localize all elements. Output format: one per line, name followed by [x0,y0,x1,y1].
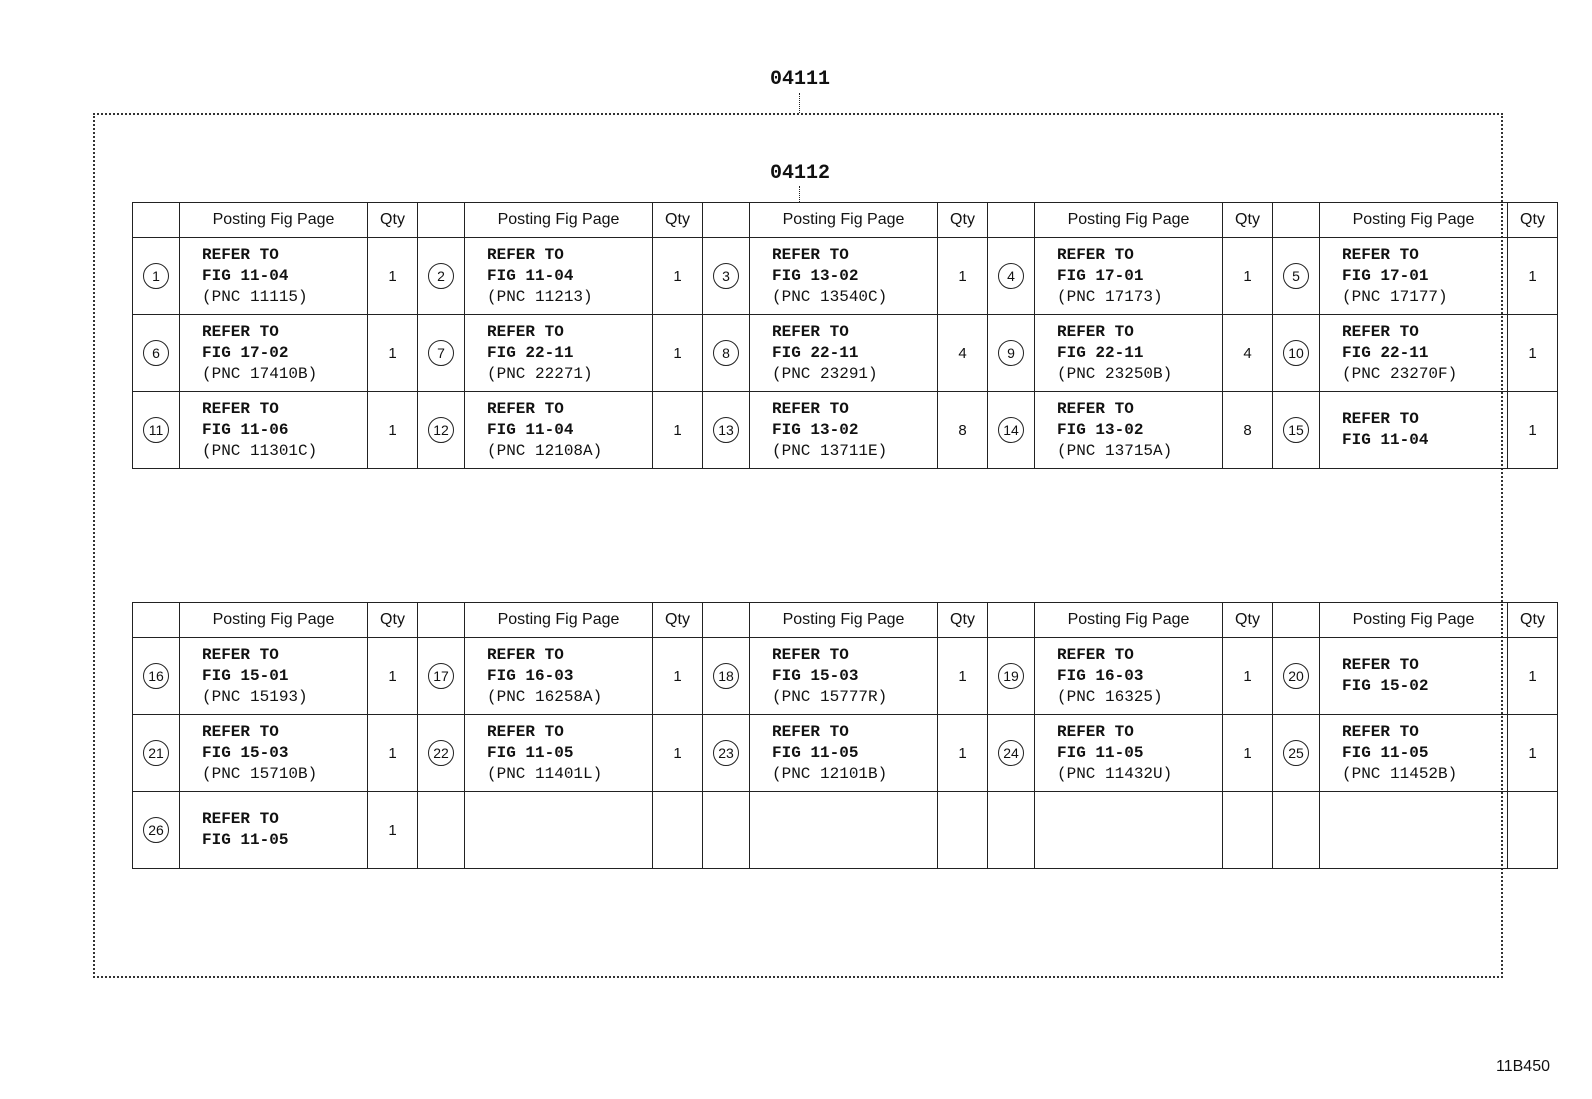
figure-code: 11B450 [1496,1058,1550,1075]
reference-text [1342,245,1507,308]
reference-text [1057,645,1222,708]
header-number-cell [988,203,1035,238]
refer-to-line: REFER TO [772,399,849,418]
header-qty: Qty [1508,203,1558,238]
item-qty: 1 [938,238,988,315]
item-number-circle: 12 [428,417,454,443]
reference-text [202,645,367,708]
header-number-cell [703,203,750,238]
item-qty: 1 [1223,638,1273,715]
item-reference-cell [180,715,368,792]
item-reference-cell [1320,638,1508,715]
parts-row [133,715,1558,792]
item-number-cell [133,638,180,715]
fig-line: FIG 13-02 [772,266,859,285]
header-number-cell [703,603,750,638]
fig-line: FIG 17-01 [1342,266,1429,285]
fig-line: FIG 15-01 [202,666,289,685]
pnc-line: (PNC 23291) [772,364,878,383]
item-qty: 1 [1223,715,1273,792]
reference-text [1342,322,1507,385]
fig-line: FIG 16-03 [487,666,574,685]
item-number-cell [418,715,465,792]
fig-line: FIG 15-03 [202,743,289,762]
header-number-cell [133,603,180,638]
header-posting-fig-page: Posting Fig Page [1035,203,1223,238]
item-qty: 1 [368,315,418,392]
fig-line: FIG 22-11 [1342,343,1429,362]
item-number-cell [703,638,750,715]
item-reference-cell [750,638,938,715]
header-row [133,203,1558,238]
item-qty: 1 [653,715,703,792]
item-reference-cell [750,238,938,315]
item-reference-cell [180,792,368,869]
item-number-cell [418,792,465,869]
item-number-circle: 15 [1283,417,1309,443]
header-posting-fig-page: Posting Fig Page [1320,203,1508,238]
item-number-circle: 20 [1283,663,1309,689]
refer-to-line: REFER TO [487,645,564,664]
header-number-cell [988,603,1035,638]
header-posting-fig-page: Posting Fig Page [750,203,938,238]
parts-row [133,792,1558,869]
header-posting-fig-page: Posting Fig Page [750,603,938,638]
refer-to-line: REFER TO [202,245,279,264]
item-reference-cell [465,638,653,715]
parts-row [133,238,1558,315]
item-number-circle: 24 [998,740,1024,766]
item-qty [653,792,703,869]
item-reference-cell [750,792,938,869]
refer-to-line: REFER TO [1057,399,1134,418]
item-number-cell [133,392,180,469]
refer-to-line: REFER TO [1342,245,1419,264]
item-number-cell [703,315,750,392]
item-reference-cell [750,715,938,792]
item-qty [1508,792,1558,869]
leader-line-main [799,93,800,113]
pnc-line: (PNC 17410B) [202,364,318,383]
fig-line: FIG 22-11 [487,343,574,362]
header-qty: Qty [938,203,988,238]
item-qty: 4 [1223,315,1273,392]
header-posting-fig-page: Posting Fig Page [1320,603,1508,638]
refer-to-line: REFER TO [1342,722,1419,741]
item-number-cell [703,792,750,869]
header-posting-fig-page: Posting Fig Page [180,203,368,238]
assembly-label-04111: 04111 [769,68,830,91]
item-reference-cell [465,715,653,792]
reference-text [487,722,652,785]
item-number-circle: 10 [1283,340,1309,366]
pnc-line: (PNC 15710B) [202,764,318,783]
item-number-cell [988,315,1035,392]
fig-line: FIG 17-01 [1057,266,1144,285]
header-number-cell [1273,203,1320,238]
item-number-cell [703,238,750,315]
item-reference-cell [180,315,368,392]
item-number-cell [988,638,1035,715]
header-posting-fig-page: Posting Fig Page [1035,603,1223,638]
item-number-circle: 19 [998,663,1024,689]
pnc-line: (PNC 11301C) [202,441,318,460]
item-qty: 1 [1508,638,1558,715]
refer-to-line: REFER TO [202,722,279,741]
parts-row [133,392,1558,469]
item-number-cell [418,315,465,392]
fig-line: FIG 15-02 [1342,677,1429,695]
item-qty: 1 [653,638,703,715]
item-number-cell [988,792,1035,869]
refer-to-line: REFER TO [1342,410,1419,428]
item-number-circle: 1 [143,263,169,289]
item-qty: 1 [368,392,418,469]
reference-text [772,322,937,385]
item-number-cell [1273,792,1320,869]
item-number-cell [133,238,180,315]
assembly-label-04112: 04112 [769,162,830,185]
refer-to-line: REFER TO [1342,322,1419,341]
item-qty: 1 [368,792,418,869]
item-number-circle: 16 [143,663,169,689]
refer-to-line: REFER TO [202,810,279,828]
refer-to-line: REFER TO [202,399,279,418]
item-number-cell [703,392,750,469]
item-number-circle: 23 [713,740,739,766]
item-qty: 8 [1223,392,1273,469]
item-number-circle: 5 [1283,263,1309,289]
item-reference-cell [180,392,368,469]
refer-to-line: REFER TO [772,722,849,741]
fig-line: FIG 11-05 [1057,743,1144,762]
item-reference-cell [465,238,653,315]
refer-to-line: REFER TO [1057,245,1134,264]
item-qty: 1 [368,638,418,715]
header-qty: Qty [653,203,703,238]
item-reference-cell [1320,315,1508,392]
refer-to-line: REFER TO [772,245,849,264]
pnc-line: (PNC 11401L) [487,764,603,783]
item-reference-cell [1035,392,1223,469]
header-qty: Qty [368,603,418,638]
pnc-line: (PNC 17177) [1342,287,1448,306]
item-number-circle: 25 [1283,740,1309,766]
refer-to-line: REFER TO [1057,645,1134,664]
reference-text [487,245,652,308]
refer-to-line: REFER TO [1057,322,1134,341]
leader-line-sub [799,186,800,202]
fig-line: FIG 11-04 [487,420,574,439]
item-reference-cell [465,315,653,392]
header-posting-fig-page: Posting Fig Page [465,203,653,238]
item-qty: 1 [368,715,418,792]
pnc-line: (PNC 11115) [202,287,308,306]
item-qty: 1 [1508,315,1558,392]
item-number-cell [988,238,1035,315]
item-number-circle: 13 [713,417,739,443]
item-reference-cell [1035,315,1223,392]
reference-text [202,722,367,785]
pnc-line: (PNC 11213) [487,287,593,306]
item-reference-cell [465,392,653,469]
item-number-cell [988,392,1035,469]
fig-line: FIG 15-03 [772,666,859,685]
refer-to-line: REFER TO [1057,722,1134,741]
header-posting-fig-page: Posting Fig Page [180,603,368,638]
fig-line: FIG 11-06 [202,420,289,439]
header-qty: Qty [938,603,988,638]
item-number-circle: 7 [428,340,454,366]
item-qty: 1 [1508,392,1558,469]
item-qty: 1 [1508,238,1558,315]
fig-line: FIG 17-02 [202,343,289,362]
parts-row [133,638,1558,715]
pnc-line: (PNC 16258A) [487,687,603,706]
item-number-circle: 2 [428,263,454,289]
parts-table-upper [132,202,1558,469]
item-number-circle: 9 [998,340,1024,366]
item-qty: 1 [938,638,988,715]
item-qty: 1 [653,392,703,469]
item-number-cell [133,792,180,869]
item-qty: 1 [653,315,703,392]
item-number-cell [418,392,465,469]
header-number-cell [418,203,465,238]
header-row [133,603,1558,638]
pnc-line: (PNC 16325) [1057,687,1163,706]
pnc-line: (PNC 23250B) [1057,364,1173,383]
reference-text [1342,722,1507,785]
fig-line: FIG 11-04 [487,266,574,285]
item-qty: 1 [938,715,988,792]
item-number-circle: 26 [143,817,169,843]
item-reference-cell [1320,715,1508,792]
fig-line: FIG 13-02 [1057,420,1144,439]
item-number-circle: 21 [143,740,169,766]
item-reference-cell [1320,392,1508,469]
item-reference-cell [750,315,938,392]
item-reference-cell [180,238,368,315]
item-number-cell [418,638,465,715]
item-number-cell [703,715,750,792]
fig-line: FIG 13-02 [772,420,859,439]
pnc-line: (PNC 22271) [487,364,593,383]
refer-to-line: REFER TO [202,645,279,664]
reference-text [1342,409,1507,451]
item-number-cell [1273,638,1320,715]
item-reference-cell [180,638,368,715]
parts-row [133,315,1558,392]
item-reference-cell [1035,638,1223,715]
item-number-circle: 8 [713,340,739,366]
item-reference-cell [1320,792,1508,869]
fig-line: FIG 22-11 [1057,343,1144,362]
item-reference-cell [1035,792,1223,869]
pnc-line: (PNC 11432U) [1057,764,1173,783]
parts-table-lower [132,602,1558,869]
item-qty: 1 [1508,715,1558,792]
item-qty: 1 [368,238,418,315]
pnc-line: (PNC 13715A) [1057,441,1173,460]
item-qty: 8 [938,392,988,469]
pnc-line: (PNC 15777R) [772,687,888,706]
refer-to-line: REFER TO [772,322,849,341]
item-number-cell [418,238,465,315]
item-number-cell [1273,238,1320,315]
reference-text [202,245,367,308]
fig-line: FIG 11-05 [772,743,859,762]
pnc-line: (PNC 11452B) [1342,764,1458,783]
item-number-cell [133,715,180,792]
reference-text [772,245,937,308]
item-reference-cell [1035,238,1223,315]
fig-line: FIG 11-05 [202,831,289,849]
header-number-cell [418,603,465,638]
header-number-cell [1273,603,1320,638]
item-reference-cell [465,792,653,869]
reference-text [487,322,652,385]
header-qty: Qty [653,603,703,638]
fig-line: FIG 22-11 [772,343,859,362]
reference-text [1057,245,1222,308]
item-number-circle: 4 [998,263,1024,289]
item-number-cell [1273,392,1320,469]
fig-line: FIG 11-05 [1342,743,1429,762]
reference-text [772,399,937,462]
pnc-line: (PNC 23270F) [1342,364,1458,383]
item-qty: 1 [653,238,703,315]
reference-text [772,645,937,708]
refer-to-line: REFER TO [772,645,849,664]
header-posting-fig-page: Posting Fig Page [465,603,653,638]
item-qty [938,792,988,869]
pnc-line: (PNC 13711E) [772,441,888,460]
refer-to-line: REFER TO [202,322,279,341]
item-number-circle: 18 [713,663,739,689]
refer-to-line: REFER TO [487,322,564,341]
item-qty: 1 [1223,238,1273,315]
fig-line: FIG 16-03 [1057,666,1144,685]
item-qty [1223,792,1273,869]
item-number-cell [1273,315,1320,392]
item-qty: 4 [938,315,988,392]
pnc-line: (PNC 12108A) [487,441,603,460]
header-qty: Qty [1223,603,1273,638]
item-reference-cell [1320,238,1508,315]
item-number-circle: 22 [428,740,454,766]
pnc-line: (PNC 15193) [202,687,308,706]
header-number-cell [133,203,180,238]
header-qty: Qty [1223,203,1273,238]
pnc-line: (PNC 12101B) [772,764,888,783]
item-number-circle: 14 [998,417,1024,443]
item-reference-cell [1035,715,1223,792]
reference-text [1057,322,1222,385]
header-qty: Qty [368,203,418,238]
refer-to-line: REFER TO [487,399,564,418]
reference-text [487,399,652,462]
fig-line: FIG 11-04 [1342,431,1429,449]
reference-text [487,645,652,708]
item-number-circle: 3 [713,263,739,289]
pnc-line: (PNC 13540C) [772,287,888,306]
item-number-circle: 17 [428,663,454,689]
fig-line: FIG 11-05 [487,743,574,762]
fig-line: FIG 11-04 [202,266,289,285]
reference-text [1057,722,1222,785]
item-number-cell [1273,715,1320,792]
item-number-circle: 11 [143,417,169,443]
refer-to-line: REFER TO [1342,656,1419,674]
item-number-cell [133,315,180,392]
reference-text [202,809,367,851]
reference-text [1342,655,1507,697]
reference-text [202,399,367,462]
item-reference-cell [750,392,938,469]
refer-to-line: REFER TO [487,722,564,741]
reference-text [1057,399,1222,462]
reference-text [772,722,937,785]
item-number-circle: 6 [143,340,169,366]
refer-to-line: REFER TO [487,245,564,264]
pnc-line: (PNC 17173) [1057,287,1163,306]
reference-text [202,322,367,385]
item-number-cell [988,715,1035,792]
header-qty: Qty [1508,603,1558,638]
